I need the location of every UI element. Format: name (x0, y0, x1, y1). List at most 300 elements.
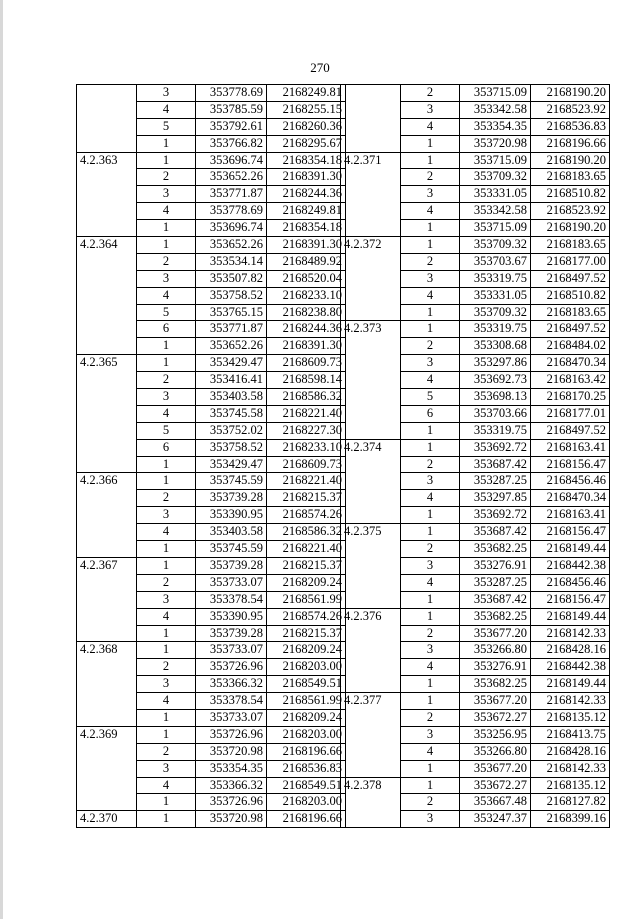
y-coordinate-cell: 2168183.65 (531, 169, 610, 186)
x-coordinate-cell: 353778.69 (196, 203, 267, 220)
point-number-cell: 2 (137, 253, 196, 270)
y-coordinate-cell: 2168163.42 (531, 372, 610, 389)
y-coordinate-cell: 2168520.04 (267, 270, 346, 287)
point-number-cell: 6 (137, 439, 196, 456)
y-coordinate-cell: 2168156.47 (531, 524, 610, 541)
y-coordinate-cell: 2168497.52 (531, 321, 610, 338)
x-coordinate-cell: 353677.20 (460, 693, 531, 710)
y-coordinate-cell: 2168156.47 (531, 456, 610, 473)
parcel-id-cell: 4.2.376 (341, 608, 401, 692)
table-row (341, 85, 610, 102)
x-coordinate-cell: 353390.95 (196, 507, 267, 524)
y-coordinate-cell: 2168609.73 (267, 456, 346, 473)
y-coordinate-cell: 2168170.25 (531, 389, 610, 406)
x-coordinate-cell: 353696.74 (196, 220, 267, 237)
y-coordinate-cell: 2168561.99 (267, 591, 346, 608)
y-coordinate-cell: 2168233.10 (267, 439, 346, 456)
point-number-cell: 2 (401, 794, 460, 811)
parcel-id-cell (341, 85, 401, 153)
y-coordinate-cell: 2168221.40 (267, 405, 346, 422)
point-number-cell: 1 (137, 473, 196, 490)
point-number-cell: 2 (401, 625, 460, 642)
x-coordinate-cell: 353331.05 (460, 287, 531, 304)
point-number-cell: 1 (401, 591, 460, 608)
point-number-cell: 2 (401, 169, 460, 186)
y-coordinate-cell: 2168183.65 (531, 304, 610, 321)
point-number-cell: 1 (401, 422, 460, 439)
point-number-cell: 4 (137, 287, 196, 304)
x-coordinate-cell: 353652.26 (196, 169, 267, 186)
point-number-cell: 1 (401, 524, 460, 541)
parcel-id-cell: 4.2.368 (77, 642, 137, 726)
x-coordinate-cell: 353319.75 (460, 422, 531, 439)
point-number-cell: 3 (137, 85, 196, 102)
point-number-cell: 1 (137, 557, 196, 574)
x-coordinate-cell: 353297.85 (460, 490, 531, 507)
y-coordinate-cell: 2168260.36 (267, 118, 346, 135)
table-row (77, 355, 346, 372)
y-coordinate-cell: 2168442.38 (531, 557, 610, 574)
y-coordinate-cell: 2168203.00 (267, 659, 346, 676)
point-number-cell: 1 (401, 152, 460, 169)
x-coordinate-cell: 353354.35 (460, 118, 531, 135)
y-coordinate-cell: 2168233.10 (267, 287, 346, 304)
y-coordinate-cell: 2168536.83 (531, 118, 610, 135)
table-row (341, 608, 610, 625)
table-row (341, 152, 610, 169)
x-coordinate-cell: 353682.25 (460, 608, 531, 625)
y-coordinate-cell: 2168196.66 (267, 811, 346, 828)
x-coordinate-cell: 353758.52 (196, 439, 267, 456)
x-coordinate-cell: 353703.67 (460, 253, 531, 270)
point-number-cell: 1 (401, 220, 460, 237)
x-coordinate-cell: 353342.58 (460, 101, 531, 118)
y-coordinate-cell: 2168428.16 (531, 743, 610, 760)
x-coordinate-cell: 353366.32 (196, 676, 267, 693)
x-coordinate-cell: 353534.14 (196, 253, 267, 270)
y-coordinate-cell: 2168484.02 (531, 338, 610, 355)
y-coordinate-cell: 2168561.99 (267, 693, 346, 710)
point-number-cell: 3 (401, 473, 460, 490)
point-number-cell: 2 (137, 169, 196, 186)
point-number-cell: 4 (401, 743, 460, 760)
point-number-cell: 3 (401, 186, 460, 203)
y-coordinate-cell: 2168428.16 (531, 642, 610, 659)
point-number-cell: 3 (401, 355, 460, 372)
table-row (341, 237, 610, 254)
y-coordinate-cell: 2168196.66 (267, 743, 346, 760)
y-coordinate-cell: 2168354.18 (267, 220, 346, 237)
point-number-cell: 4 (401, 203, 460, 220)
point-number-cell: 2 (137, 659, 196, 676)
point-number-cell: 3 (401, 101, 460, 118)
y-coordinate-cell: 2168156.47 (531, 591, 610, 608)
coordinates-table-right (340, 84, 610, 828)
point-number-cell: 4 (137, 777, 196, 794)
y-coordinate-cell: 2168391.30 (267, 169, 346, 186)
y-coordinate-cell: 2168215.37 (267, 625, 346, 642)
y-coordinate-cell: 2168142.33 (531, 760, 610, 777)
y-coordinate-cell: 2168209.24 (267, 709, 346, 726)
x-coordinate-cell: 353308.68 (460, 338, 531, 355)
point-number-cell: 1 (137, 220, 196, 237)
x-coordinate-cell: 353745.58 (196, 405, 267, 422)
page-edge (0, 0, 3, 919)
y-coordinate-cell: 2168255.15 (267, 101, 346, 118)
x-coordinate-cell: 353720.98 (196, 811, 267, 828)
point-number-cell: 4 (401, 118, 460, 135)
point-number-cell: 1 (401, 439, 460, 456)
x-coordinate-cell: 353507.82 (196, 270, 267, 287)
parcel-id-cell: 4.2.364 (77, 237, 137, 355)
x-coordinate-cell: 353739.28 (196, 625, 267, 642)
x-coordinate-cell: 353378.54 (196, 693, 267, 710)
x-coordinate-cell: 353715.09 (460, 85, 531, 102)
x-coordinate-cell: 353692.72 (460, 507, 531, 524)
x-coordinate-cell: 353720.98 (196, 743, 267, 760)
y-coordinate-cell: 2168574.26 (267, 608, 346, 625)
x-coordinate-cell: 353672.27 (460, 709, 531, 726)
point-number-cell: 2 (401, 709, 460, 726)
parcel-id-cell: 4.2.378 (341, 777, 401, 828)
x-coordinate-cell: 353726.96 (196, 794, 267, 811)
x-coordinate-cell: 353709.32 (460, 304, 531, 321)
point-number-cell: 2 (137, 490, 196, 507)
y-coordinate-cell: 2168249.81 (267, 203, 346, 220)
x-coordinate-cell: 353703.66 (460, 405, 531, 422)
parcel-id-cell: 4.2.363 (77, 152, 137, 236)
x-coordinate-cell: 353752.02 (196, 422, 267, 439)
point-number-cell: 2 (401, 253, 460, 270)
point-number-cell: 3 (401, 642, 460, 659)
x-coordinate-cell: 353682.25 (460, 541, 531, 558)
y-coordinate-cell: 2168163.41 (531, 439, 610, 456)
y-coordinate-cell: 2168142.33 (531, 693, 610, 710)
point-number-cell: 3 (401, 726, 460, 743)
point-number-cell: 4 (401, 372, 460, 389)
y-coordinate-cell: 2168221.40 (267, 541, 346, 558)
x-coordinate-cell: 353696.74 (196, 152, 267, 169)
x-coordinate-cell: 353366.32 (196, 777, 267, 794)
point-number-cell: 2 (401, 541, 460, 558)
y-coordinate-cell: 2168609.73 (267, 355, 346, 372)
point-number-cell: 6 (401, 405, 460, 422)
x-coordinate-cell: 353390.95 (196, 608, 267, 625)
y-coordinate-cell: 2168413.75 (531, 726, 610, 743)
x-coordinate-cell: 353319.75 (460, 321, 531, 338)
y-coordinate-cell: 2168135.12 (531, 709, 610, 726)
point-number-cell: 2 (137, 372, 196, 389)
point-number-cell: 5 (137, 118, 196, 135)
table-row (77, 557, 346, 574)
x-coordinate-cell: 353287.25 (460, 574, 531, 591)
y-coordinate-cell: 2168244.36 (267, 321, 346, 338)
y-coordinate-cell: 2168391.30 (267, 338, 346, 355)
x-coordinate-cell: 353667.48 (460, 794, 531, 811)
x-coordinate-cell: 353733.07 (196, 642, 267, 659)
x-coordinate-cell: 353692.73 (460, 372, 531, 389)
parcel-id-cell: 4.2.367 (77, 557, 137, 641)
table-row (77, 726, 346, 743)
point-number-cell: 3 (401, 270, 460, 287)
coordinates-table-left (76, 84, 346, 828)
y-coordinate-cell: 2168227.30 (267, 422, 346, 439)
x-coordinate-cell: 353687.42 (460, 591, 531, 608)
point-number-cell: 1 (137, 642, 196, 659)
point-number-cell: 3 (137, 389, 196, 406)
x-coordinate-cell: 353698.13 (460, 389, 531, 406)
parcel-id-cell: 4.2.374 (341, 439, 401, 523)
point-number-cell: 4 (137, 693, 196, 710)
x-coordinate-cell: 353687.42 (460, 456, 531, 473)
x-coordinate-cell: 353715.09 (460, 220, 531, 237)
y-coordinate-cell: 2168215.37 (267, 490, 346, 507)
x-coordinate-cell: 353247.37 (460, 811, 531, 828)
point-number-cell: 1 (137, 456, 196, 473)
point-number-cell: 5 (137, 304, 196, 321)
x-coordinate-cell: 353652.26 (196, 237, 267, 254)
table-body (77, 85, 346, 828)
x-coordinate-cell: 353297.86 (460, 355, 531, 372)
x-coordinate-cell: 353429.47 (196, 355, 267, 372)
table-row (77, 152, 346, 169)
x-coordinate-cell: 353677.20 (460, 625, 531, 642)
x-coordinate-cell: 353733.07 (196, 574, 267, 591)
parcel-id-cell: 4.2.365 (77, 355, 137, 473)
point-number-cell: 2 (401, 338, 460, 355)
y-coordinate-cell: 2168295.67 (267, 135, 346, 152)
x-coordinate-cell: 353416.41 (196, 372, 267, 389)
parcel-id-cell (77, 85, 137, 153)
y-coordinate-cell: 2168190.20 (531, 152, 610, 169)
y-coordinate-cell: 2168127.82 (531, 794, 610, 811)
x-coordinate-cell: 353266.80 (460, 642, 531, 659)
y-coordinate-cell: 2168510.82 (531, 186, 610, 203)
x-coordinate-cell: 353682.25 (460, 676, 531, 693)
table-row (77, 237, 346, 254)
x-coordinate-cell: 353276.91 (460, 557, 531, 574)
y-coordinate-cell: 2168149.44 (531, 608, 610, 625)
x-coordinate-cell: 353331.05 (460, 186, 531, 203)
x-coordinate-cell: 353745.59 (196, 473, 267, 490)
x-coordinate-cell: 353403.58 (196, 389, 267, 406)
x-coordinate-cell: 353792.61 (196, 118, 267, 135)
x-coordinate-cell: 353739.28 (196, 557, 267, 574)
y-coordinate-cell: 2168456.46 (531, 473, 610, 490)
point-number-cell: 1 (137, 794, 196, 811)
parcel-id-cell: 4.2.370 (77, 811, 137, 828)
parcel-id-cell: 4.2.377 (341, 693, 401, 777)
y-coordinate-cell: 2168209.24 (267, 642, 346, 659)
x-coordinate-cell: 353766.82 (196, 135, 267, 152)
point-number-cell: 2 (401, 456, 460, 473)
point-number-cell: 4 (401, 490, 460, 507)
point-number-cell: 1 (401, 693, 460, 710)
point-number-cell: 1 (401, 321, 460, 338)
y-coordinate-cell: 2168244.36 (267, 186, 346, 203)
point-number-cell: 4 (137, 524, 196, 541)
y-coordinate-cell: 2168163.41 (531, 507, 610, 524)
y-coordinate-cell: 2168536.83 (267, 760, 346, 777)
point-number-cell: 3 (401, 811, 460, 828)
point-number-cell: 2 (401, 85, 460, 102)
x-coordinate-cell: 353677.20 (460, 760, 531, 777)
x-coordinate-cell: 353403.58 (196, 524, 267, 541)
y-coordinate-cell: 2168399.16 (531, 811, 610, 828)
x-coordinate-cell: 353733.07 (196, 709, 267, 726)
y-coordinate-cell: 2168190.20 (531, 85, 610, 102)
point-number-cell: 4 (137, 203, 196, 220)
point-number-cell: 1 (401, 777, 460, 794)
x-coordinate-cell: 353354.35 (196, 760, 267, 777)
point-number-cell: 1 (137, 811, 196, 828)
x-coordinate-cell: 353266.80 (460, 743, 531, 760)
table-row (77, 811, 346, 828)
y-coordinate-cell: 2168549.51 (267, 777, 346, 794)
x-coordinate-cell: 353726.96 (196, 659, 267, 676)
x-coordinate-cell: 353319.75 (460, 270, 531, 287)
point-number-cell: 1 (137, 152, 196, 169)
table-row (341, 693, 610, 710)
point-number-cell: 1 (137, 237, 196, 254)
table-row (77, 473, 346, 490)
page-number: 270 (310, 60, 330, 75)
parcel-id-cell: 4.2.369 (77, 726, 137, 810)
point-number-cell: 3 (401, 557, 460, 574)
point-number-cell: 1 (137, 625, 196, 642)
y-coordinate-cell: 2168190.20 (531, 220, 610, 237)
point-number-cell: 1 (137, 541, 196, 558)
x-coordinate-cell: 353745.59 (196, 541, 267, 558)
x-coordinate-cell: 353672.27 (460, 777, 531, 794)
x-coordinate-cell: 353429.47 (196, 456, 267, 473)
table-row (341, 777, 610, 794)
point-number-cell: 5 (401, 389, 460, 406)
y-coordinate-cell: 2168497.52 (531, 422, 610, 439)
y-coordinate-cell: 2168586.32 (267, 389, 346, 406)
x-coordinate-cell: 353758.52 (196, 287, 267, 304)
point-number-cell: 1 (401, 608, 460, 625)
y-coordinate-cell: 2168203.00 (267, 726, 346, 743)
table-row (341, 439, 610, 456)
y-coordinate-cell: 2168442.38 (531, 659, 610, 676)
point-number-cell: 3 (137, 591, 196, 608)
x-coordinate-cell: 353715.09 (460, 152, 531, 169)
parcel-id-cell: 4.2.371 (341, 152, 401, 236)
point-number-cell: 3 (137, 186, 196, 203)
y-coordinate-cell: 2168354.18 (267, 152, 346, 169)
y-coordinate-cell: 2168215.37 (267, 557, 346, 574)
point-number-cell: 1 (137, 135, 196, 152)
y-coordinate-cell: 2168209.24 (267, 574, 346, 591)
y-coordinate-cell: 2168497.52 (531, 270, 610, 287)
y-coordinate-cell: 2168177.01 (531, 405, 610, 422)
y-coordinate-cell: 2168456.46 (531, 574, 610, 591)
point-number-cell: 4 (401, 659, 460, 676)
x-coordinate-cell: 353709.32 (460, 237, 531, 254)
y-coordinate-cell: 2168549.51 (267, 676, 346, 693)
x-coordinate-cell: 353378.54 (196, 591, 267, 608)
point-number-cell: 4 (137, 608, 196, 625)
y-coordinate-cell: 2168470.34 (531, 355, 610, 372)
x-coordinate-cell: 353726.96 (196, 726, 267, 743)
point-number-cell: 2 (137, 743, 196, 760)
point-number-cell: 1 (401, 676, 460, 693)
y-coordinate-cell: 2168586.32 (267, 524, 346, 541)
point-number-cell: 3 (137, 676, 196, 693)
parcel-id-cell: 4.2.375 (341, 524, 401, 608)
x-coordinate-cell: 353287.25 (460, 473, 531, 490)
y-coordinate-cell: 2168510.82 (531, 287, 610, 304)
point-number-cell: 1 (401, 135, 460, 152)
y-coordinate-cell: 2168135.12 (531, 777, 610, 794)
point-number-cell: 4 (401, 574, 460, 591)
x-coordinate-cell: 353785.59 (196, 101, 267, 118)
y-coordinate-cell: 2168183.65 (531, 237, 610, 254)
point-number-cell: 4 (137, 405, 196, 422)
table-row (77, 85, 346, 102)
y-coordinate-cell: 2168221.40 (267, 473, 346, 490)
point-number-cell: 6 (137, 321, 196, 338)
y-coordinate-cell: 2168203.00 (267, 794, 346, 811)
x-coordinate-cell: 353739.28 (196, 490, 267, 507)
y-coordinate-cell: 2168142.33 (531, 625, 610, 642)
table-row (341, 321, 610, 338)
point-number-cell: 1 (401, 760, 460, 777)
point-number-cell: 1 (137, 338, 196, 355)
x-coordinate-cell: 353778.69 (196, 85, 267, 102)
x-coordinate-cell: 353276.91 (460, 659, 531, 676)
x-coordinate-cell: 353342.58 (460, 203, 531, 220)
point-number-cell: 5 (137, 422, 196, 439)
y-coordinate-cell: 2168149.44 (531, 541, 610, 558)
table-row (341, 524, 610, 541)
y-coordinate-cell: 2168574.26 (267, 507, 346, 524)
y-coordinate-cell: 2168598.14 (267, 372, 346, 389)
point-number-cell: 3 (137, 270, 196, 287)
point-number-cell: 1 (401, 304, 460, 321)
x-coordinate-cell: 353687.42 (460, 524, 531, 541)
y-coordinate-cell: 2168470.34 (531, 490, 610, 507)
y-coordinate-cell: 2168489.92 (267, 253, 346, 270)
point-number-cell: 4 (137, 101, 196, 118)
x-coordinate-cell: 353720.98 (460, 135, 531, 152)
y-coordinate-cell: 2168523.92 (531, 101, 610, 118)
y-coordinate-cell: 2168249.81 (267, 85, 346, 102)
x-coordinate-cell: 353692.72 (460, 439, 531, 456)
x-coordinate-cell: 353771.87 (196, 321, 267, 338)
parcel-id-cell: 4.2.366 (77, 473, 137, 557)
x-coordinate-cell: 353765.15 (196, 304, 267, 321)
x-coordinate-cell: 353709.32 (460, 169, 531, 186)
point-number-cell: 2 (137, 574, 196, 591)
y-coordinate-cell: 2168391.30 (267, 237, 346, 254)
parcel-id-cell: 4.2.373 (341, 321, 401, 439)
point-number-cell: 1 (137, 709, 196, 726)
point-number-cell: 1 (137, 726, 196, 743)
y-coordinate-cell: 2168523.92 (531, 203, 610, 220)
point-number-cell: 1 (137, 355, 196, 372)
point-number-cell: 4 (401, 287, 460, 304)
y-coordinate-cell: 2168238.80 (267, 304, 346, 321)
y-coordinate-cell: 2168196.66 (531, 135, 610, 152)
point-number-cell: 3 (137, 507, 196, 524)
y-coordinate-cell: 2168149.44 (531, 676, 610, 693)
point-number-cell: 1 (401, 507, 460, 524)
table-body (341, 85, 610, 828)
point-number-cell: 3 (137, 760, 196, 777)
parcel-id-cell: 4.2.372 (341, 237, 401, 321)
